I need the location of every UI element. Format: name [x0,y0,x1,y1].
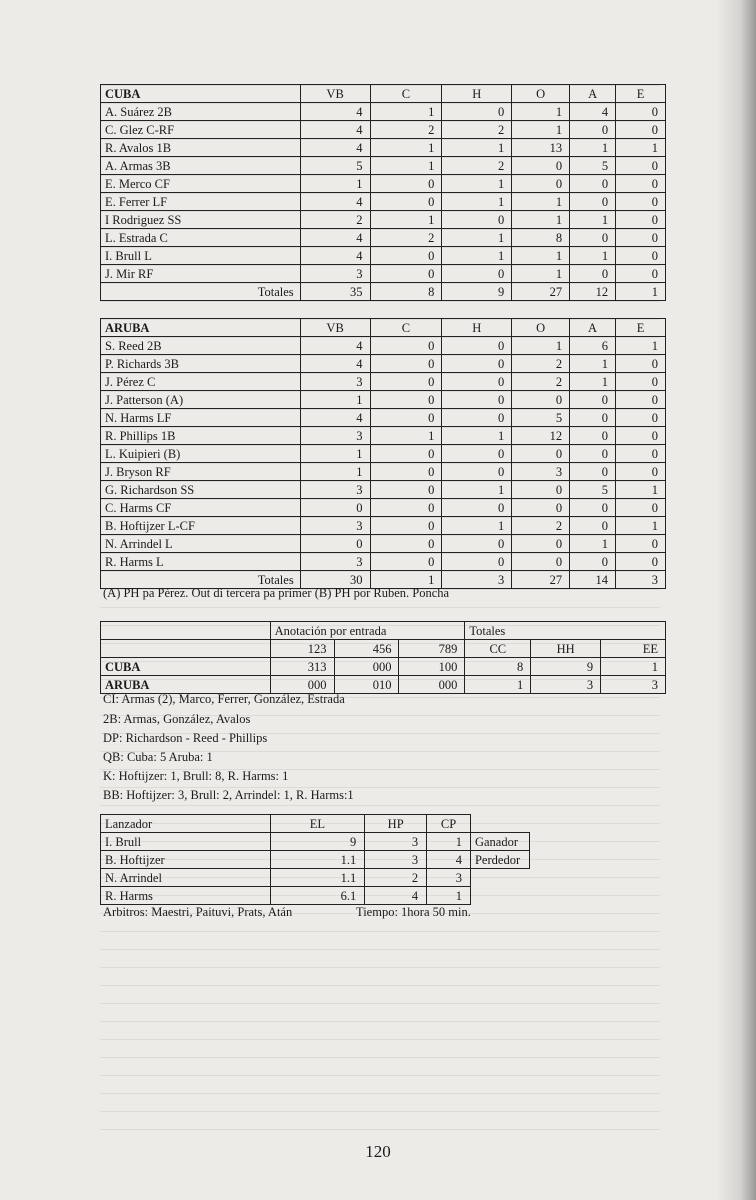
stat-value: 0 [442,463,512,481]
pitcher-name: I. Brull [101,833,271,851]
pitcher-name: B. Hoftijzer [101,851,271,869]
cuba-box-score [100,84,666,301]
stat-value: 0 [442,355,512,373]
summary-line: K: Hoftijzer: 1, Brull: 8, R. Harms: 1 [103,769,289,783]
stat-value: 0 [442,499,512,517]
player-row [101,481,666,499]
stat-value: 1 [512,103,570,121]
stat-value: 0 [616,211,666,229]
player-name: C. Harms CF [101,499,301,517]
stat-value: 0 [616,391,666,409]
player-row [101,139,666,157]
stat-value: 1 [370,427,442,445]
stat-value: 2 [442,157,512,175]
stat-header: C [370,85,442,103]
player-row [101,355,666,373]
stat-value: 3 [442,571,512,589]
stat-value: 1 [442,175,512,193]
umpires-line: Arbitros: Maestri, Paituvi, Prats, Atán [103,905,293,919]
pitcher-row [101,869,530,887]
stat-value: 1 [570,535,616,553]
header-row [101,319,666,337]
header-row [101,85,666,103]
stat-value: 8 [465,658,531,676]
stat-value: 2 [512,355,570,373]
pitcher-header: Lanzador [101,815,271,833]
stat-value: 0 [570,409,616,427]
stat-value: 2 [300,211,370,229]
stat-value: 0 [442,373,512,391]
player-row [101,463,666,481]
stat-value: 0 [616,535,666,553]
stat-value: 0 [570,193,616,211]
stat-value: 0 [512,175,570,193]
stat-value: 0 [370,409,442,427]
player-row [101,499,666,517]
line-score-row [101,658,666,676]
stat-value: 0 [370,463,442,481]
player-row [101,517,666,535]
stat-value: 0 [570,445,616,463]
player-name: C. Glez C-RF [101,121,301,139]
player-name: R. Harms L [101,553,301,571]
player-row [101,391,666,409]
inning-header: 789 [399,640,465,658]
summary-line: QB: Cuba: 5 Aruba: 1 [103,750,213,764]
stat-value: 12 [512,427,570,445]
stat-header: VB [300,85,370,103]
inning-runs: 100 [399,658,465,676]
player-row [101,103,666,121]
stat-value: 0 [370,265,442,283]
stat-value: 13 [512,139,570,157]
player-name: B. Hoftijzer L-CF [101,517,301,535]
stat-value: 0 [570,121,616,139]
player-row [101,427,666,445]
stat-value: 4 [300,139,370,157]
player-row [101,121,666,139]
player-row [101,337,666,355]
player-name: S. Reed 2B [101,337,301,355]
stat-header: A [570,85,616,103]
team-name: CUBA [101,85,301,103]
player-name: L. Kuipieri (B) [101,445,301,463]
player-name: J. Bryson RF [101,463,301,481]
stat-value: 0 [370,247,442,265]
stat-value: 0 [616,409,666,427]
decision-label [470,869,529,887]
stat-value: 0 [370,337,442,355]
stat-value: 5 [570,157,616,175]
inning-runs: 000 [399,676,465,694]
line-score-row [101,676,666,694]
stat-value: 4 [300,337,370,355]
stat-value: 4 [300,121,370,139]
stat-value: 35 [300,283,370,301]
stat-value: 0 [512,157,570,175]
stat-value: 0 [442,103,512,121]
stat-value: 3 [616,571,666,589]
stat-value: 0 [616,103,666,121]
stat-value: 1 [512,121,570,139]
stat-header: CP [427,815,471,833]
stat-value: 1 [616,517,666,535]
stat-value: 3 [531,676,601,694]
stat-value: 1 [512,337,570,355]
stat-value: 0 [370,499,442,517]
stat-value: 0 [512,391,570,409]
pitching-stat: 1.1 [270,869,365,887]
stat-value: 3 [300,373,370,391]
stat-value: 0 [370,355,442,373]
stat-value: 0 [300,535,370,553]
stat-header: E [616,319,666,337]
stat-value: 1 [442,193,512,211]
stat-header: H [442,319,512,337]
stat-value: 0 [616,157,666,175]
stat-value: 9 [442,283,512,301]
stat-value: 1 [512,265,570,283]
stat-value: 1 [370,571,442,589]
inning-header: 123 [270,640,334,658]
stat-value: 0 [370,391,442,409]
pitcher-row [101,833,530,851]
stat-value: 0 [512,499,570,517]
stat-value: 3 [300,265,370,283]
inning-runs: 000 [334,658,399,676]
stat-value: 1 [570,373,616,391]
stat-value: 12 [570,283,616,301]
stat-value: 1 [570,247,616,265]
player-row [101,553,666,571]
stat-value: 27 [512,283,570,301]
game-time: Tiempo: 1hora 50 min. [356,905,471,919]
pitcher-row [101,887,530,905]
player-name: J. Mir RF [101,265,301,283]
pitcher-name: N. Arrindel [101,869,271,887]
summary-line: DP: Richardson - Reed - Phillips [103,731,268,745]
stat-value: 0 [300,499,370,517]
player-name: A. Suárez 2B [101,103,301,121]
stat-value: 2 [370,121,442,139]
stat-value: 8 [512,229,570,247]
stat-value: 1 [601,658,666,676]
stat-value: 1 [465,676,531,694]
stat-value: 5 [512,409,570,427]
inning-runs: 000 [270,676,334,694]
stat-value: 1 [300,445,370,463]
stat-value: 0 [512,535,570,553]
pitching-stat: 1.1 [270,851,365,869]
stat-value: 1 [442,229,512,247]
stat-value: 1 [570,355,616,373]
stat-value: 1 [512,193,570,211]
stat-value: 6 [570,337,616,355]
inning-runs: 313 [270,658,334,676]
line-score-group-row [101,622,666,640]
stat-value: 0 [370,517,442,535]
stat-value: 0 [616,193,666,211]
stat-value: 1 [570,211,616,229]
stat-value: 1 [616,481,666,499]
pitching-stat: 3 [427,869,471,887]
stat-value: 0 [370,193,442,211]
totals-group-label: Totales [465,622,666,640]
stat-value: 5 [300,157,370,175]
stat-value: 27 [512,571,570,589]
stat-value: 0 [570,229,616,247]
stat-value: 4 [300,193,370,211]
stat-value: 1 [616,337,666,355]
stat-value: 4 [570,103,616,121]
stat-value: 0 [370,535,442,553]
stat-value: 0 [442,535,512,553]
stat-value: 4 [300,103,370,121]
stat-value: 1 [370,139,442,157]
innings-group-label: Anotación por entrada [270,622,465,640]
stat-value: 8 [370,283,442,301]
stat-value: 1 [442,247,512,265]
player-row [101,445,666,463]
pitching-stat: 4 [365,887,427,905]
stat-value: 0 [570,427,616,445]
stat-value: 1 [370,157,442,175]
stat-value: 1 [570,139,616,157]
pitcher-name: R. Harms [101,887,271,905]
player-row [101,157,666,175]
decision-label [470,887,529,905]
summary-line: BB: Hoftijzer: 3, Brull: 2, Arrindel: 1, R. Harms:1 [103,788,354,802]
stat-value: 0 [570,265,616,283]
stat-header: E [616,85,666,103]
player-name: N. Harms LF [101,409,301,427]
summary-line: CI: Armas (2), Marco, Ferrer, González, Estrada [103,692,345,706]
pitching-stat: 1 [427,833,471,851]
stat-value: 0 [616,463,666,481]
stat-value: 0 [442,337,512,355]
summary-line: 2B: Armas, González, Avalos [103,712,251,726]
stat-value: 1 [616,283,666,301]
stat-value: 1 [442,427,512,445]
pitching-stat: 6.1 [270,887,365,905]
stat-value: 0 [570,499,616,517]
pitching-stat: 4 [427,851,471,869]
player-name: N. Arrindel L [101,535,301,553]
stat-header: A [570,319,616,337]
stat-value: 4 [300,247,370,265]
page-edge-shadow [716,0,756,1200]
stat-value: 2 [370,229,442,247]
stat-value: 3 [512,463,570,481]
stat-value: 0 [616,373,666,391]
inning-header: 456 [334,640,399,658]
stat-value: 0 [616,229,666,247]
stat-value: 1 [300,175,370,193]
pitching-stat: 9 [270,833,365,851]
player-row [101,193,666,211]
player-row [101,229,666,247]
stat-value: 2 [442,121,512,139]
inning-runs: 010 [334,676,399,694]
team-name: CUBA [101,658,271,676]
stat-value: 0 [570,391,616,409]
stat-header: O [512,319,570,337]
stat-header: C [370,319,442,337]
stat-value: 0 [616,121,666,139]
stat-value: 1 [616,139,666,157]
stat-value: 0 [512,445,570,463]
player-name: E. Merco CF [101,175,301,193]
player-row [101,535,666,553]
player-name: A. Armas 3B [101,157,301,175]
pitching-stat: 2 [365,869,427,887]
stat-header: O [512,85,570,103]
team-name: ARUBA [101,676,271,694]
stat-value: 4 [300,229,370,247]
player-name: G. Richardson SS [101,481,301,499]
stat-value: 0 [616,355,666,373]
stat-value: 0 [370,373,442,391]
stat-value: 0 [442,265,512,283]
stat-value: 0 [442,211,512,229]
stat-value: 1 [370,211,442,229]
pitching-table [100,814,530,905]
team-name: ARUBA [101,319,301,337]
stat-value: 1 [300,463,370,481]
stat-value: 0 [370,445,442,463]
stat-value: 3 [601,676,666,694]
stat-value: 2 [512,373,570,391]
stat-value: 0 [616,265,666,283]
stat-value: 3 [300,553,370,571]
pitching-header-row [101,815,530,833]
stat-value: 1 [512,247,570,265]
stat-value: 1 [442,517,512,535]
stat-value: 0 [616,427,666,445]
stat-value: 0 [616,247,666,265]
stat-header: HH [531,640,601,658]
stat-value: 0 [570,553,616,571]
stat-value: 0 [370,553,442,571]
stat-value: 3 [300,427,370,445]
stat-value: 1 [442,481,512,499]
stat-value: 0 [442,445,512,463]
player-name: P. Richards 3B [101,355,301,373]
stat-value: 0 [616,445,666,463]
player-name: J. Patterson (A) [101,391,301,409]
stat-value: 9 [531,658,601,676]
totals-row [101,283,666,301]
stat-value: 0 [570,175,616,193]
player-name: I. Brull L [101,247,301,265]
stat-value: 0 [370,481,442,499]
stat-value: 14 [570,571,616,589]
stat-header: EL [270,815,365,833]
stat-value: 0 [570,517,616,535]
stat-header: VB [300,319,370,337]
pitching-stat: 3 [365,833,427,851]
blank-cell [101,640,271,658]
stat-value: 30 [300,571,370,589]
pitching-stat: 3 [365,851,427,869]
aruba-box-score [100,318,666,589]
stat-header: HP [365,815,427,833]
stat-value: 0 [442,391,512,409]
player-name: R. Avalos 1B [101,139,301,157]
decision-label: Perdedor [470,851,529,869]
pitcher-row [101,851,530,869]
player-row [101,247,666,265]
substitution-notes: (A) PH pa Pérez. Out di tercera pa primer (B) PH por Ruben. Poncha [103,586,450,600]
stat-value: 5 [570,481,616,499]
stat-value: 0 [512,553,570,571]
pitching-stat: 1 [427,887,471,905]
stat-value: 0 [512,481,570,499]
stat-value: 3 [300,517,370,535]
decision-label: Ganador [470,833,529,851]
player-row [101,373,666,391]
stat-value: 0 [370,175,442,193]
stat-value: 0 [616,553,666,571]
player-row [101,175,666,193]
stat-header: H [442,85,512,103]
player-name: E. Ferrer LF [101,193,301,211]
player-row [101,409,666,427]
player-row [101,265,666,283]
line-score-header-row [101,640,666,658]
stat-value: 4 [300,409,370,427]
stat-value: 2 [512,517,570,535]
totals-label: Totales [101,283,301,301]
stat-value: 0 [616,499,666,517]
stat-value: 0 [570,463,616,481]
player-name: I Rodriguez SS [101,211,301,229]
stat-value: 0 [442,553,512,571]
player-name: J. Pérez C [101,373,301,391]
stat-value: 1 [512,211,570,229]
stat-value: 1 [442,139,512,157]
blank-cell [101,622,271,640]
page-number: 120 [365,1142,391,1161]
stat-value: 0 [442,409,512,427]
stat-value: 1 [370,103,442,121]
player-row [101,211,666,229]
stat-header: CC [465,640,531,658]
stat-value: 3 [300,481,370,499]
line-score [100,621,666,694]
stat-value: 0 [616,175,666,193]
player-name: L. Estrada C [101,229,301,247]
totals-label: Totales [101,571,301,589]
stat-header: EE [601,640,666,658]
stat-value: 1 [300,391,370,409]
player-name: R. Phillips 1B [101,427,301,445]
blank-cell [470,815,529,833]
stat-value: 4 [300,355,370,373]
